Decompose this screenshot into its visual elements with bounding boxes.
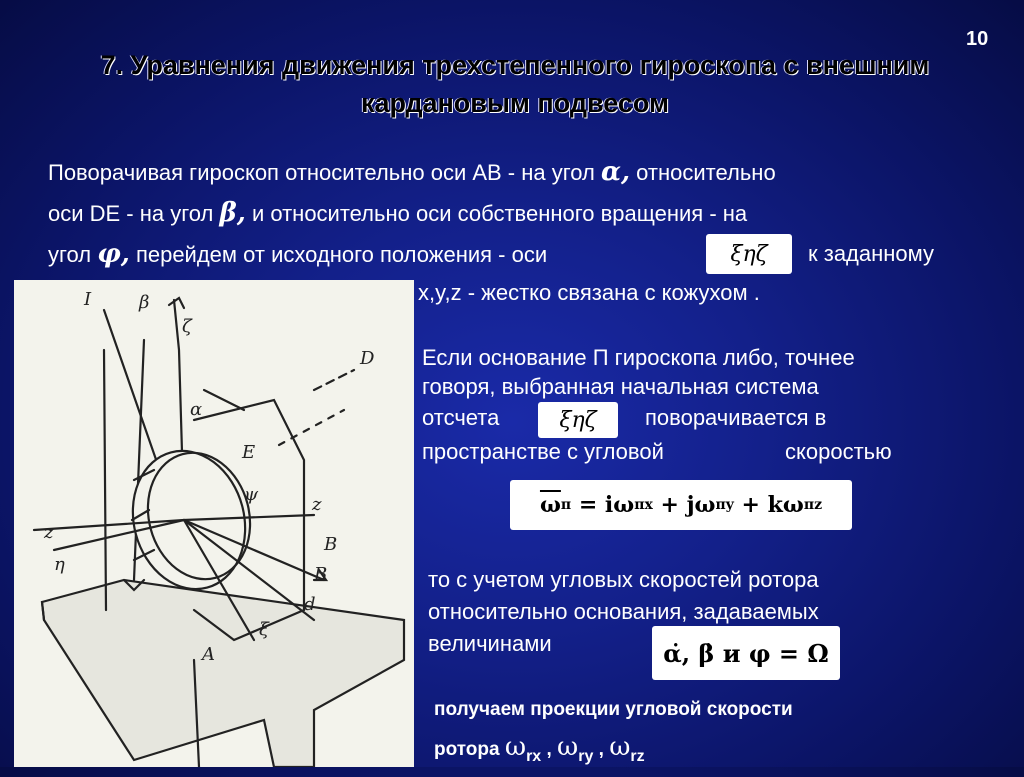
rotor-rates-box: α̇, β̇ и φ = Ω — [652, 626, 840, 680]
slide-number: 10 — [966, 28, 989, 50]
fig-label-z-left: z — [44, 522, 54, 543]
sep-2: , — [593, 739, 610, 760]
gyroscope-figure — [14, 280, 414, 767]
para2-line-3-a: отсчета — [422, 405, 500, 430]
intro-line-2-text-a: оси DE - на угол — [48, 201, 220, 226]
sep-1: , — [541, 739, 558, 760]
omega-rx-symbol: ω — [504, 732, 527, 762]
omega-rz-symbol: ω — [609, 732, 631, 762]
fig-label-E: E — [242, 442, 256, 463]
intro-line-1-text-a: Поворачивая гироскоп относительно оси АВ - на угол — [48, 160, 601, 185]
para2-line-2: говоря, выбранная начальная система — [422, 374, 819, 399]
fig-label-A: A — [202, 644, 215, 665]
intro-line-2 — [48, 193, 747, 234]
eq-sub-p: п — [560, 497, 572, 513]
intro-line-3-text-b: перейдем от исходного положения - оси — [129, 242, 548, 267]
omega-rx — [504, 732, 542, 766]
omega-rx-sub: rx — [526, 748, 542, 766]
fig-label-xi: ξ — [259, 619, 269, 640]
eq-sub-px: пx — [634, 497, 653, 513]
eq-part-2: + jω — [652, 492, 716, 518]
alpha-symbol: α, — [601, 157, 631, 187]
intro-line-3-text-a: угол — [48, 242, 98, 267]
eq-sub-py: пy — [715, 497, 734, 513]
phi-symbol: φ, — [97, 239, 130, 269]
fig-label-d: d — [304, 594, 316, 615]
eq-sub-pz: пz — [803, 497, 823, 513]
intro-line-4: x,y,z - жестко связана с кожухом . — [418, 280, 760, 305]
fig-label-z-right: z — [312, 494, 322, 515]
angular-velocity-equation — [510, 480, 852, 530]
omega-rz-sub: rz — [630, 748, 645, 766]
omega-ry-symbol: ω — [557, 732, 579, 762]
fig-label-alpha: α — [190, 399, 203, 420]
para2-line-4-b: скоростью — [785, 439, 892, 464]
para2-line-1: Если основание П гироскопа либо, точнее — [422, 345, 855, 370]
para3-line-3: величинами — [428, 631, 552, 656]
fig-label-eta: η — [54, 554, 65, 575]
fig-label-beta-top: β — [139, 292, 150, 313]
fig-label-psi: ψ — [244, 484, 259, 505]
intro-line-1-text-b: относительно — [630, 160, 776, 185]
conclusion-line-2 — [434, 727, 645, 777]
intro-line-1 — [48, 152, 776, 193]
slide-title: 7. Уравнения движения трехстепенного гироскопа с внешним кардановым подвесом — [100, 50, 930, 118]
omega-ry — [557, 732, 594, 766]
omega-ry-sub: ry — [578, 748, 594, 766]
conclusion-rotor-label: ротора — [434, 739, 500, 760]
para2-line-4-a: пространстве с угловой — [422, 439, 664, 464]
intro-line-3-text-c: к заданному — [808, 241, 935, 266]
intro-line-2-text-b: и относительно оси собственного вращения - на — [245, 201, 748, 226]
eq-part-1: = iω — [571, 492, 635, 518]
gyroscope-drawing — [14, 280, 414, 767]
para2-line-3-b: поворачивается в — [645, 405, 827, 430]
intro-line-3 — [48, 234, 547, 275]
omega-rz — [609, 732, 645, 766]
xi-eta-zeta-box-2: ξηζ — [538, 402, 618, 438]
xi-eta-zeta-box-1: ξηζ — [706, 234, 792, 274]
fig-label-D: D — [360, 348, 375, 369]
para3-line-2: относительно основания, задаваемых — [428, 599, 819, 624]
beta-symbol: β, — [219, 198, 246, 228]
fig-label-B-right: B — [324, 534, 338, 555]
eq-part-3: + kω — [733, 492, 804, 518]
fig-label-I: I — [84, 289, 92, 310]
para3-line-1: то с учетом угловых скоростей ротора — [428, 567, 819, 592]
conclusion-line-1: получаем проекции угловой скорости — [434, 699, 793, 720]
eq-omega-vec: $\overline{\omega}$ — [539, 492, 561, 518]
fig-label-zeta: ζ — [182, 316, 192, 337]
fig-label-B-lower: B — [314, 564, 328, 585]
